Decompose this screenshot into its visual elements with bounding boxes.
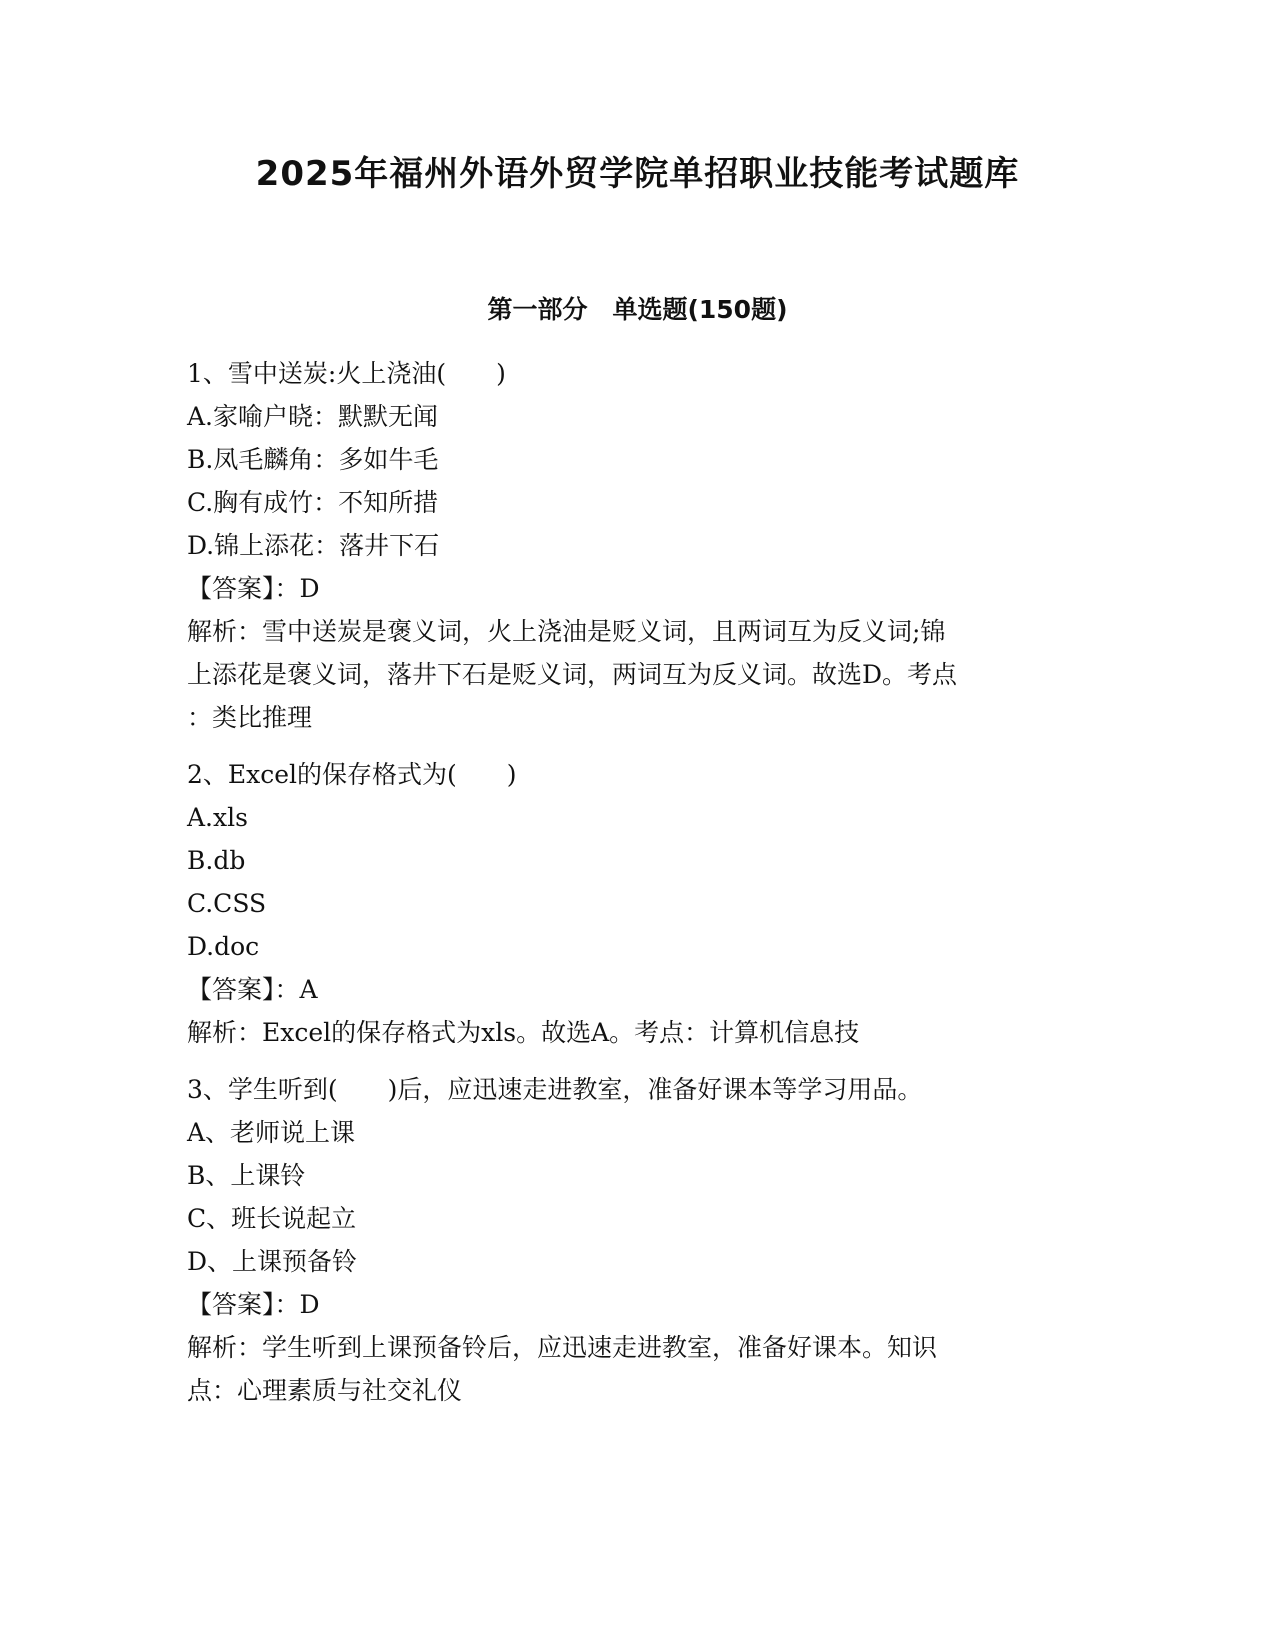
- explanation-line: 解析：学生听到上课预备铃后，应迅速走进教室，准备好课本。知识: [187, 1333, 938, 1362]
- option-c: C.胸有成竹：不知所措: [187, 488, 439, 517]
- answer-line: 【答案】：D: [187, 1290, 320, 1319]
- explanation-line: 解析：Excel的保存格式为xls。故选A。考点：计算机信息技: [187, 1018, 860, 1047]
- option-a: A.xls: [187, 803, 248, 832]
- explanation-line: 解析：雪中送炭是褒义词，火上浇油是贬义词，且两词互为反义词;锦: [187, 617, 946, 646]
- answer-line: 【答案】：D: [187, 574, 320, 603]
- option-c: C.CSS: [187, 889, 267, 918]
- option-b: B、上课铃: [187, 1161, 306, 1190]
- question-3: [187, 1068, 1087, 1412]
- page-title: 2025年福州外语外贸学院单招职业技能考试题库: [255, 154, 1020, 194]
- explanation-line: 上添花是褒义词，落井下石是贬义词，两词互为反义词。故选D。考点: [187, 660, 958, 689]
- question-1: [187, 352, 1087, 739]
- explanation-line: 点：心理素质与社交礼仪: [187, 1376, 463, 1405]
- question-stem: 3、学生听到( )后，应迅速走进教室，准备好课本等学习用品。: [187, 1075, 923, 1104]
- question-stem: 2、Excel的保存格式为( ): [187, 760, 517, 789]
- option-d: D、上课预备铃: [187, 1247, 358, 1276]
- option-c: C、班长说起立: [187, 1204, 357, 1233]
- question-list: [187, 352, 1087, 1426]
- option-a: A.家喻户晓：默默无闻: [187, 402, 439, 431]
- option-b: B.凤毛麟角：多如牛毛: [187, 445, 439, 474]
- option-a: A、老师说上课: [187, 1118, 356, 1147]
- question-stem: 1、雪中送炭:火上浇油( ): [187, 359, 506, 388]
- question-2: [187, 753, 1087, 1054]
- explanation-line: ：类比推理: [187, 703, 313, 732]
- option-d: D.doc: [187, 932, 260, 961]
- option-b: B.db: [187, 846, 246, 875]
- answer-line: 【答案】：A: [187, 975, 318, 1004]
- option-d: D.锦上添花：落井下石: [187, 531, 440, 560]
- section-title: 第一部分 单选题(150题): [487, 295, 788, 324]
